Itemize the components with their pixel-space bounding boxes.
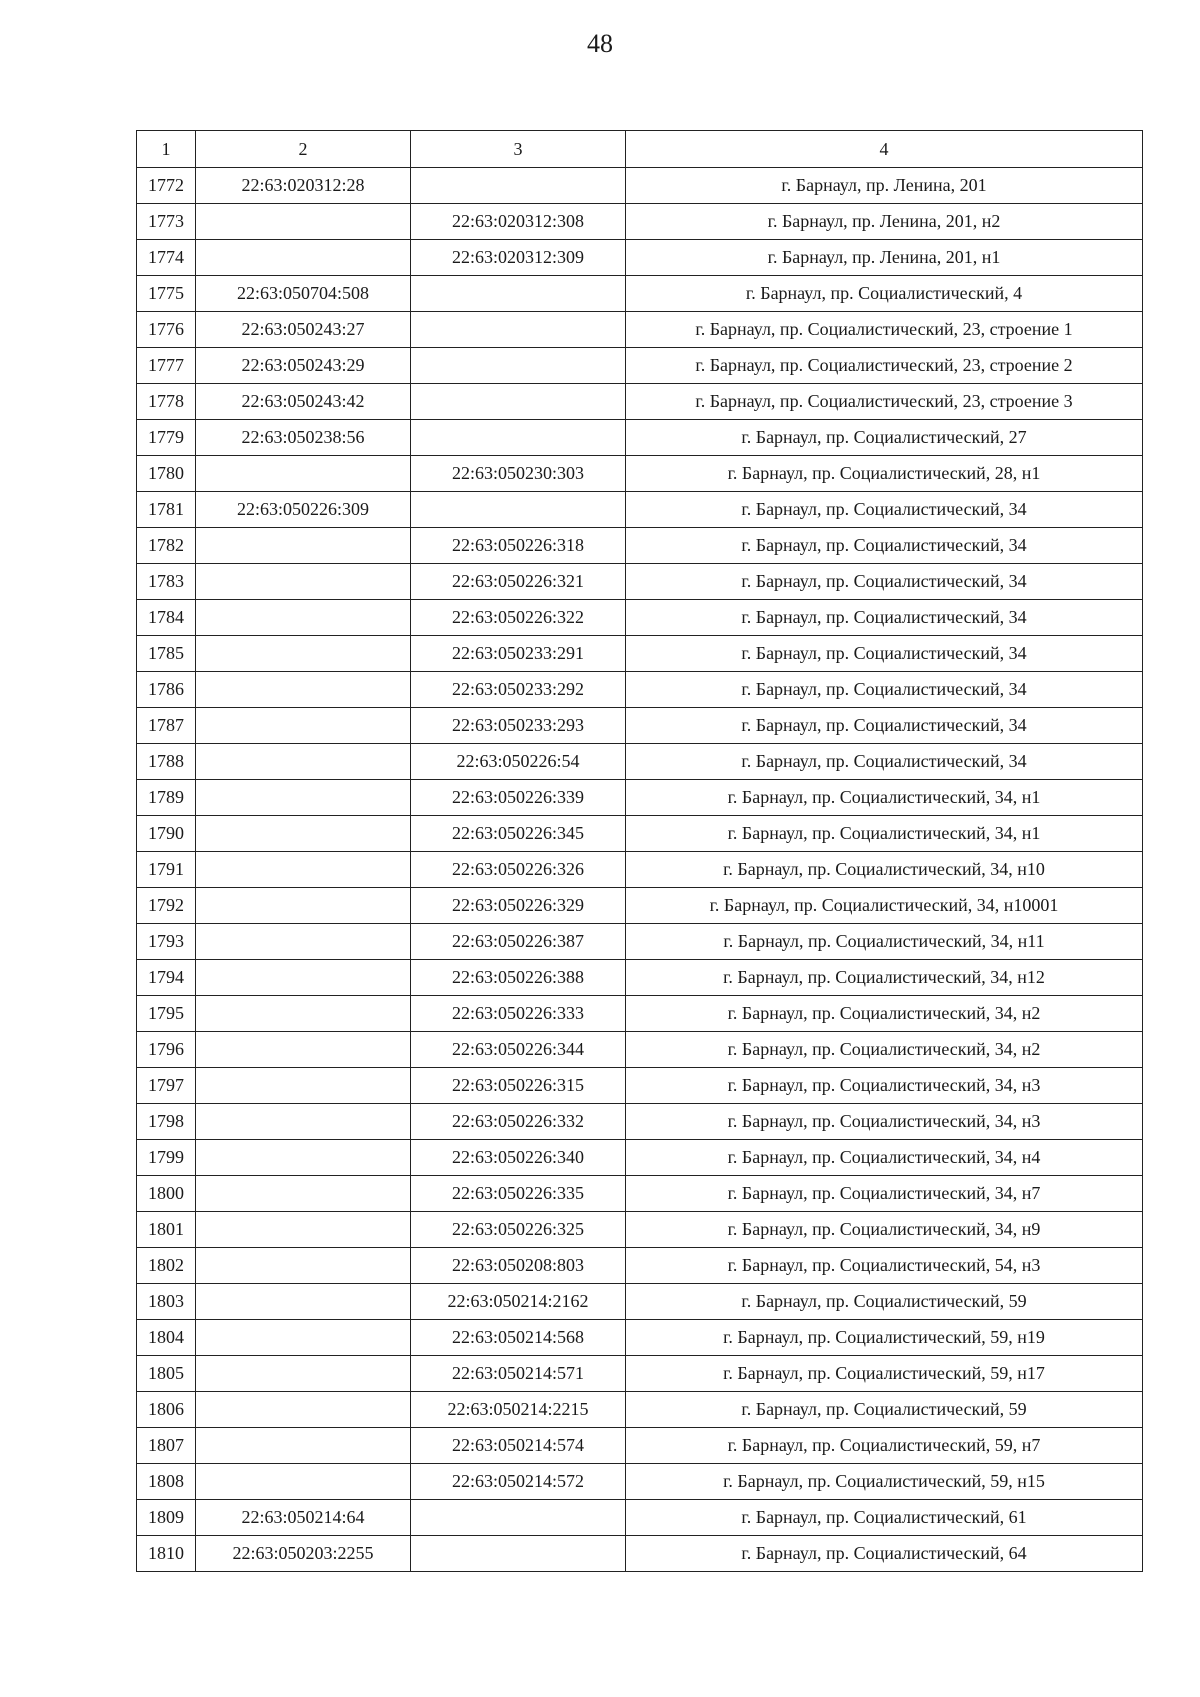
row-number-cell: 1775: [137, 276, 196, 312]
table-row: [137, 276, 1143, 312]
table-row: [137, 1284, 1143, 1320]
table-row: [137, 1428, 1143, 1464]
table-row: [137, 1536, 1143, 1572]
cadastral-number-cell: [196, 1212, 411, 1248]
cadastral-number-cell: [196, 1320, 411, 1356]
row-number-cell: 1790: [137, 816, 196, 852]
cadastral-number-cell: 22:63:050243:42: [196, 384, 411, 420]
table-row: [137, 1032, 1143, 1068]
row-number-cell: 1796: [137, 1032, 196, 1068]
page-number: 48: [587, 29, 613, 58]
address-cell: г. Барнаул, пр. Социалистический, 61: [626, 1500, 1143, 1536]
cadastral-number-cell: 22:63:050226:309: [196, 492, 411, 528]
column-header-3: 3: [411, 131, 626, 168]
premises-cadastral-cell: 22:63:050226:339: [411, 780, 626, 816]
address-cell: г. Барнаул, пр. Ленина, 201, н1: [626, 240, 1143, 276]
row-number-cell: 1805: [137, 1356, 196, 1392]
table-row: [137, 1356, 1143, 1392]
row-number-cell: 1785: [137, 636, 196, 672]
cadastral-number-cell: 22:63:050704:508: [196, 276, 411, 312]
premises-cadastral-cell: 22:63:050214:2162: [411, 1284, 626, 1320]
premises-cadastral-cell: 22:63:050226:340: [411, 1140, 626, 1176]
address-cell: г. Барнаул, пр. Социалистический, 34: [626, 708, 1143, 744]
table-row: [137, 204, 1143, 240]
cadastral-number-cell: 22:63:050243:27: [196, 312, 411, 348]
table-row: [137, 240, 1143, 276]
address-cell: г. Барнаул, пр. Социалистический, 34: [626, 492, 1143, 528]
cadastral-number-cell: 22:63:020312:28: [196, 168, 411, 204]
address-cell: г. Барнаул, пр. Социалистический, 34, н1: [626, 816, 1143, 852]
cadastral-number-cell: [196, 1176, 411, 1212]
premises-cadastral-cell: 22:63:050226:326: [411, 852, 626, 888]
premises-cadastral-cell: [411, 276, 626, 312]
premises-cadastral-cell: 22:63:050214:571: [411, 1356, 626, 1392]
table-row: [137, 672, 1143, 708]
address-cell: г. Барнаул, пр. Социалистический, 34: [626, 600, 1143, 636]
address-cell: г. Барнаул, пр. Социалистический, 34: [626, 744, 1143, 780]
row-number-cell: 1802: [137, 1248, 196, 1284]
table-row: [137, 348, 1143, 384]
address-cell: г. Барнаул, пр. Социалистический, 23, строение 1: [626, 312, 1143, 348]
row-number-cell: 1793: [137, 924, 196, 960]
premises-cadastral-cell: [411, 1500, 626, 1536]
row-number-cell: 1797: [137, 1068, 196, 1104]
row-number-cell: 1799: [137, 1140, 196, 1176]
cadastral-number-cell: [196, 816, 411, 852]
premises-cadastral-cell: 22:63:050226:325: [411, 1212, 626, 1248]
address-cell: г. Барнаул, пр. Социалистический, 34: [626, 636, 1143, 672]
table-row: [137, 852, 1143, 888]
cadastral-number-cell: 22:63:050243:29: [196, 348, 411, 384]
cadastral-number-cell: [196, 600, 411, 636]
row-number-cell: 1773: [137, 204, 196, 240]
cadastral-number-cell: [196, 1284, 411, 1320]
table-body: [137, 168, 1143, 1572]
row-number-cell: 1783: [137, 564, 196, 600]
address-cell: г. Барнаул, пр. Социалистический, 34, н2: [626, 1032, 1143, 1068]
premises-cadastral-cell: 22:63:050226:335: [411, 1176, 626, 1212]
address-cell: г. Барнаул, пр. Социалистический, 64: [626, 1536, 1143, 1572]
table-row: [137, 1248, 1143, 1284]
cadastral-number-cell: [196, 456, 411, 492]
row-number-cell: 1784: [137, 600, 196, 636]
table-row: [137, 528, 1143, 564]
address-cell: г. Барнаул, пр. Социалистический, 59, н15: [626, 1464, 1143, 1500]
premises-cadastral-cell: 22:63:050226:322: [411, 600, 626, 636]
table-row: [137, 492, 1143, 528]
table-row: [137, 636, 1143, 672]
address-cell: г. Барнаул, пр. Социалистический, 34: [626, 672, 1143, 708]
row-number-cell: 1806: [137, 1392, 196, 1428]
premises-cadastral-cell: [411, 312, 626, 348]
premises-cadastral-cell: 22:63:050226:329: [411, 888, 626, 924]
row-number-cell: 1782: [137, 528, 196, 564]
table-row: [137, 1320, 1143, 1356]
cadastral-number-cell: [196, 1356, 411, 1392]
cadastral-number-cell: [196, 528, 411, 564]
premises-cadastral-cell: 22:63:020312:309: [411, 240, 626, 276]
cadastral-number-cell: [196, 240, 411, 276]
cadastral-number-cell: 22:63:050238:56: [196, 420, 411, 456]
cadastral-number-cell: [196, 1032, 411, 1068]
premises-cadastral-cell: 22:63:050226:388: [411, 960, 626, 996]
premises-cadastral-cell: 22:63:050226:315: [411, 1068, 626, 1104]
table-row: [137, 600, 1143, 636]
address-cell: г. Барнаул, пр. Социалистический, 23, строение 2: [626, 348, 1143, 384]
row-number-cell: 1801: [137, 1212, 196, 1248]
table-row: [137, 1068, 1143, 1104]
row-number-cell: 1788: [137, 744, 196, 780]
table-row: [137, 744, 1143, 780]
table-row: [137, 456, 1143, 492]
table-row: [137, 1140, 1143, 1176]
table-row: [137, 1176, 1143, 1212]
premises-cadastral-cell: 22:63:050214:574: [411, 1428, 626, 1464]
premises-cadastral-cell: 22:63:050226:344: [411, 1032, 626, 1068]
table-row: [137, 384, 1143, 420]
premises-cadastral-cell: [411, 492, 626, 528]
address-cell: г. Барнаул, пр. Социалистический, 34, н11: [626, 924, 1143, 960]
cadastral-number-cell: [196, 1428, 411, 1464]
premises-cadastral-cell: 22:63:050226:333: [411, 996, 626, 1032]
row-number-cell: 1777: [137, 348, 196, 384]
cadastral-number-cell: [196, 636, 411, 672]
address-cell: г. Барнаул, пр. Социалистический, 34, н7: [626, 1176, 1143, 1212]
premises-cadastral-cell: 22:63:020312:308: [411, 204, 626, 240]
table-row: [137, 888, 1143, 924]
column-header-1: 1: [137, 131, 196, 168]
premises-cadastral-cell: 22:63:050230:303: [411, 456, 626, 492]
row-number-cell: 1803: [137, 1284, 196, 1320]
premises-cadastral-cell: [411, 384, 626, 420]
row-number-cell: 1800: [137, 1176, 196, 1212]
table-row: [137, 924, 1143, 960]
table-row: [137, 1104, 1143, 1140]
cadastral-number-cell: [196, 1104, 411, 1140]
row-number-cell: 1794: [137, 960, 196, 996]
cadastral-number-cell: [196, 996, 411, 1032]
premises-cadastral-cell: [411, 168, 626, 204]
address-cell: г. Барнаул, пр. Социалистический, 59: [626, 1392, 1143, 1428]
premises-cadastral-cell: 22:63:050214:2215: [411, 1392, 626, 1428]
cadastral-number-cell: [196, 888, 411, 924]
address-cell: г. Барнаул, пр. Социалистический, 34, н3: [626, 1068, 1143, 1104]
table-row: [137, 1212, 1143, 1248]
cadastral-number-cell: [196, 1068, 411, 1104]
premises-cadastral-cell: [411, 1536, 626, 1572]
row-number-cell: 1787: [137, 708, 196, 744]
address-cell: г. Барнаул, пр. Ленина, 201: [626, 168, 1143, 204]
address-cell: г. Барнаул, пр. Социалистический, 34, н3: [626, 1104, 1143, 1140]
table-row: [137, 708, 1143, 744]
column-header-2: 2: [196, 131, 411, 168]
cadastral-number-cell: [196, 564, 411, 600]
row-number-cell: 1791: [137, 852, 196, 888]
table-row: [137, 816, 1143, 852]
address-cell: г. Барнаул, пр. Социалистический, 34: [626, 564, 1143, 600]
table-row: [137, 564, 1143, 600]
premises-cadastral-cell: 22:63:050233:292: [411, 672, 626, 708]
row-number-cell: 1774: [137, 240, 196, 276]
address-cell: г. Барнаул, пр. Социалистический, 59: [626, 1284, 1143, 1320]
premises-cadastral-cell: [411, 420, 626, 456]
premises-cadastral-cell: 22:63:050226:321: [411, 564, 626, 600]
row-number-cell: 1795: [137, 996, 196, 1032]
premises-cadastral-cell: 22:63:050233:293: [411, 708, 626, 744]
table-row: [137, 1500, 1143, 1536]
table-row: [137, 1392, 1143, 1428]
row-number-cell: 1804: [137, 1320, 196, 1356]
cadastral-number-cell: [196, 672, 411, 708]
address-cell: г. Барнаул, пр. Социалистический, 34, н12: [626, 960, 1143, 996]
registry-table: [136, 130, 1143, 1572]
address-cell: г. Барнаул, пр. Социалистический, 34, н2: [626, 996, 1143, 1032]
row-number-cell: 1786: [137, 672, 196, 708]
cadastral-number-cell: [196, 744, 411, 780]
premises-cadastral-cell: 22:63:050233:291: [411, 636, 626, 672]
cadastral-number-cell: [196, 960, 411, 996]
row-number-cell: 1809: [137, 1500, 196, 1536]
address-cell: г. Барнаул, пр. Социалистический, 23, строение 3: [626, 384, 1143, 420]
address-cell: г. Барнаул, пр. Социалистический, 54, н3: [626, 1248, 1143, 1284]
table-row: [137, 420, 1143, 456]
premises-cadastral-cell: 22:63:050226:54: [411, 744, 626, 780]
premises-cadastral-cell: 22:63:050226:332: [411, 1104, 626, 1140]
row-number-cell: 1778: [137, 384, 196, 420]
cadastral-number-cell: [196, 780, 411, 816]
address-cell: г. Барнаул, пр. Социалистический, 4: [626, 276, 1143, 312]
table-row: [137, 168, 1143, 204]
address-cell: г. Барнаул, пр. Социалистический, 34, н4: [626, 1140, 1143, 1176]
premises-cadastral-cell: 22:63:050226:345: [411, 816, 626, 852]
row-number-cell: 1798: [137, 1104, 196, 1140]
premises-cadastral-cell: 22:63:050214:572: [411, 1464, 626, 1500]
address-cell: г. Барнаул, пр. Социалистический, 59, н19: [626, 1320, 1143, 1356]
cadastral-number-cell: [196, 1392, 411, 1428]
column-header-4: 4: [626, 131, 1143, 168]
address-cell: г. Барнаул, пр. Социалистический, 59, н17: [626, 1356, 1143, 1392]
row-number-cell: 1789: [137, 780, 196, 816]
premises-cadastral-cell: 22:63:050214:568: [411, 1320, 626, 1356]
row-number-cell: 1808: [137, 1464, 196, 1500]
cadastral-number-cell: [196, 1248, 411, 1284]
row-number-cell: 1776: [137, 312, 196, 348]
address-cell: г. Барнаул, пр. Социалистический, 34, н9: [626, 1212, 1143, 1248]
address-cell: г. Барнаул, пр. Социалистический, 34, н1: [626, 780, 1143, 816]
cadastral-number-cell: 22:63:050214:64: [196, 1500, 411, 1536]
premises-cadastral-cell: 22:63:050226:318: [411, 528, 626, 564]
cadastral-number-cell: [196, 852, 411, 888]
address-cell: г. Барнаул, пр. Социалистический, 34: [626, 528, 1143, 564]
address-cell: г. Барнаул, пр. Социалистический, 59, н7: [626, 1428, 1143, 1464]
table-row: [137, 780, 1143, 816]
row-number-cell: 1772: [137, 168, 196, 204]
address-cell: г. Барнаул, пр. Социалистический, 34, н10001: [626, 888, 1143, 924]
cadastral-number-cell: [196, 708, 411, 744]
row-number-cell: 1807: [137, 1428, 196, 1464]
table-row: [137, 960, 1143, 996]
table-row: [137, 1464, 1143, 1500]
header-row: [137, 131, 1143, 168]
cadastral-number-cell: [196, 204, 411, 240]
cadastral-number-cell: 22:63:050203:2255: [196, 1536, 411, 1572]
cadastral-number-cell: [196, 1140, 411, 1176]
address-cell: г. Барнаул, пр. Социалистический, 28, н1: [626, 456, 1143, 492]
premises-cadastral-cell: 22:63:050208:803: [411, 1248, 626, 1284]
cadastral-number-cell: [196, 1464, 411, 1500]
address-cell: г. Барнаул, пр. Социалистический, 34, н10: [626, 852, 1143, 888]
row-number-cell: 1792: [137, 888, 196, 924]
table-row: [137, 996, 1143, 1032]
address-cell: г. Барнаул, пр. Ленина, 201, н2: [626, 204, 1143, 240]
premises-cadastral-cell: [411, 348, 626, 384]
premises-cadastral-cell: 22:63:050226:387: [411, 924, 626, 960]
address-cell: г. Барнаул, пр. Социалистический, 27: [626, 420, 1143, 456]
row-number-cell: 1810: [137, 1536, 196, 1572]
row-number-cell: 1780: [137, 456, 196, 492]
row-number-cell: 1781: [137, 492, 196, 528]
row-number-cell: 1779: [137, 420, 196, 456]
cadastral-number-cell: [196, 924, 411, 960]
table-row: [137, 312, 1143, 348]
